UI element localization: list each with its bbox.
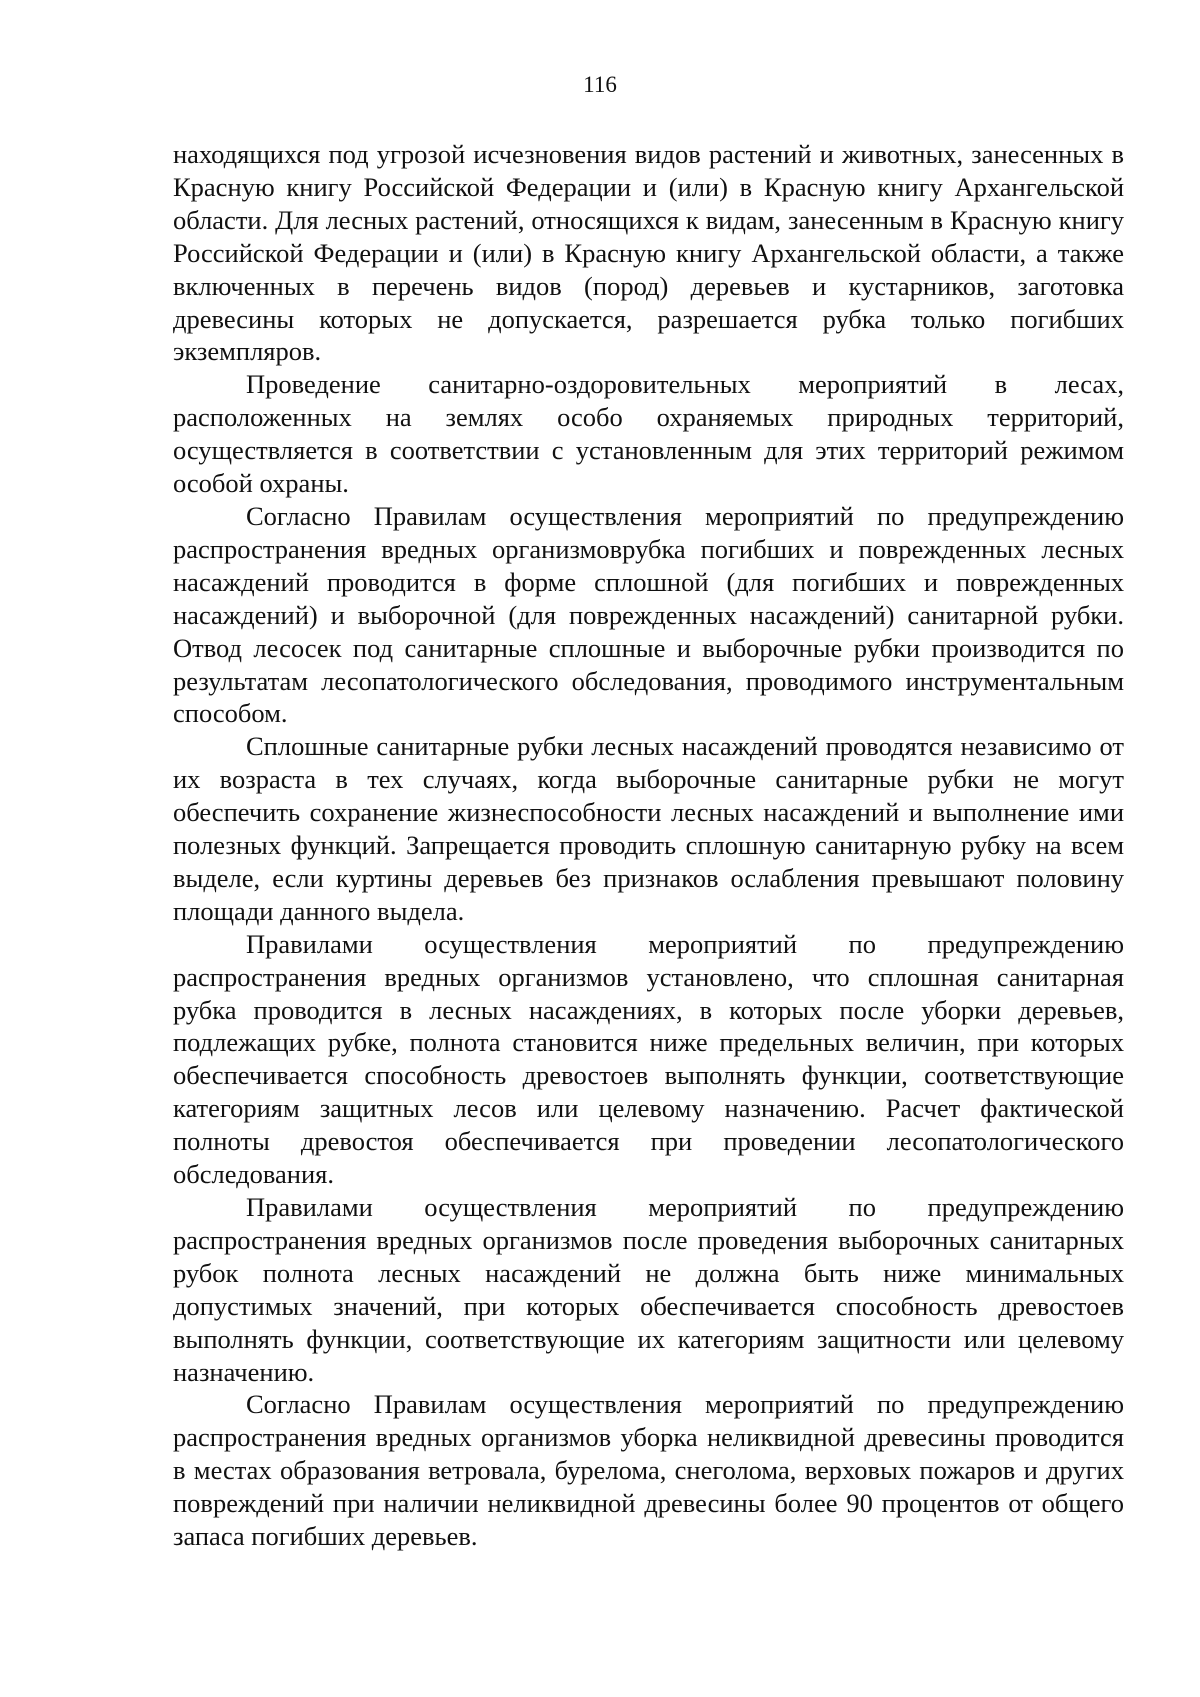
- paragraph-sanitary-felling-forms: Согласно Правилам осуществления мероприятий по предупреждению распространения вредных организмоврубка погибших и поврежденных лесных насаждений проводится в форме сплошной (для погибших и поврежденных насаждений) и выборочной (для поврежденных насаждений) санитарной рубки. Отвод лесосек под санитарные сплошные и выборочные рубки производится по результатам лесопатологического обследования, проводимого инструментальным способом.: [173, 500, 1124, 729]
- paragraph-protected-areas: Проведение санитарно-оздоровительных мероприятий в лесах, расположенных на землях особо охраняемых природных территорий, осуществляется в соответствии с установленным для этих территорий режимом особой охраны.: [173, 369, 1124, 499]
- paragraph-illiquid-wood-removal: Согласно Правилам осуществления мероприятий по предупреждению распространения вредных организмов уборка неликвидной древесины проводится в местах образования ветровала, бурелома, снеголома, верховых пожаров и других повреждений при наличии неликвидной древесины более 90 процентов от общего запаса погибших деревьев.: [173, 1389, 1124, 1552]
- paragraph-density-threshold: Правилами осуществления мероприятий по предупреждению распространения вредных организмов установлено, что сплошная санитарная рубка проводится в лесных насаждениях, в которых после уборки деревьев, подлежащих рубке, полнота становится ниже предельных величин, при которых обеспечивается способность древостоев выполнять функции, соответствующие категориям защитных лесов или целевому назначению. Расчет фактической полноты древостоя обеспечивается при проведении лесопатологического обследования.: [173, 928, 1124, 1190]
- document-body: [173, 138, 1124, 1553]
- page-number: 116: [583, 72, 617, 97]
- paragraph-clear-sanitary-felling: Сплошные санитарные рубки лесных насаждений проводятся независимо от их возраста в тех случаях, когда выборочные санитарные рубки не могут обеспечить сохранение жизнеспособности лесных насаждений и выполнение ими полезных функций. Запрещается проводить сплошную санитарную рубку на всем выделе, если куртины деревьев без признаков ослабления превышают половину площади данного выдела.: [173, 731, 1124, 926]
- paragraph-selective-felling-density: Правилами осуществления мероприятий по предупреждению распространения вредных организмов после проведения выборочных санитарных рубок полнота лесных насаждений не должна быть ниже минимальных допустимых значений, при которых обеспечивается способность древостоев выполнять функции, соответствующие их категориям защитности или целевому назначению.: [173, 1192, 1124, 1387]
- paragraph-continuation: находящихся под угрозой исчезновения видов растений и животных, занесенных в Красную книгу Российской Федерации и (или) в Красную книгу Архангельской области. Для лесных растений, относящихся к видам, занесенным в Красную книгу Российской Федерации и (или) в Красную книгу Архангельской области, а также включенных в перечень видов (пород) деревьев и кустарников, заготовка древесины которых не допускается, разрешается рубка только погибших экземпляров.: [173, 139, 1124, 367]
